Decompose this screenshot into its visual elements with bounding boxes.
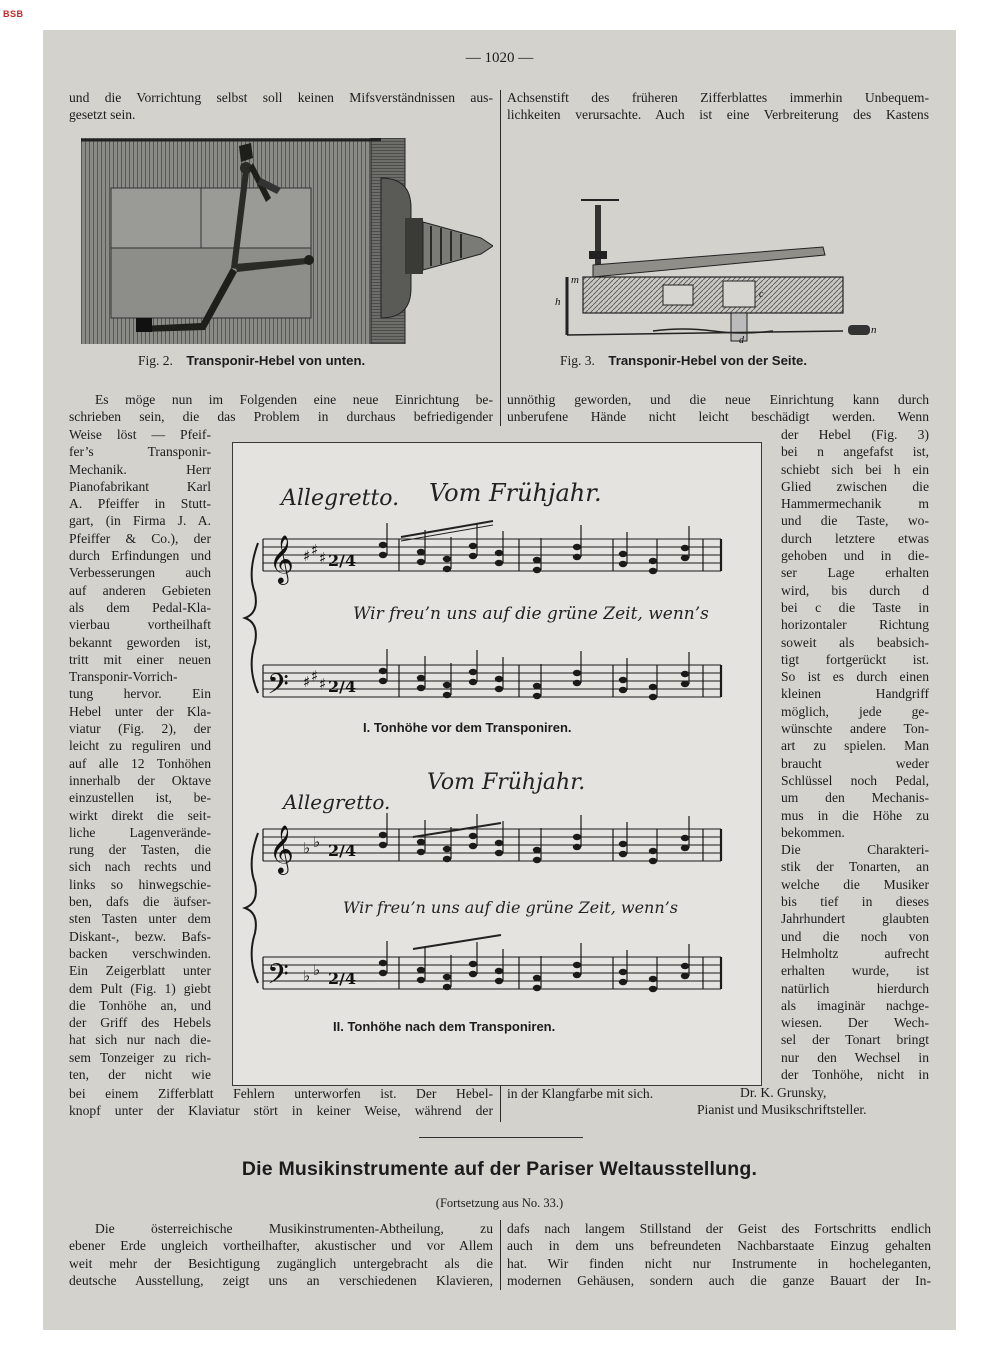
lyrics-line: Wir freu’n uns auf die grüne Zeit, wenn’s xyxy=(353,604,709,624)
text-line: auch in dem uns befreundeten Nachbarstaate Einzug gehalten xyxy=(507,1238,931,1254)
column-line: nur den Wechsel in xyxy=(781,1049,929,1065)
figure-3-letter-d: d xyxy=(739,335,744,345)
column-line: und die Taste, wo- xyxy=(781,513,929,529)
page-number: — 1020 — xyxy=(465,50,534,66)
column-line: hat sich nur nach die- xyxy=(69,1032,211,1048)
column-line: horizontaler Richtung xyxy=(781,617,929,633)
column-line: Mechanik. Herr xyxy=(69,461,211,477)
top-left-text xyxy=(69,89,493,124)
column-line: tung hervor. Ein xyxy=(69,686,211,702)
svg-text:𝄢: 𝄢 xyxy=(267,668,289,708)
column-rule-article xyxy=(500,1220,501,1290)
column-line: die Tonhöhe an, und xyxy=(69,997,211,1013)
text-line: Die österreichische Musikinstrumenten-Abtheilung, zu xyxy=(95,1221,493,1236)
column-line: tritt mit einer neuen xyxy=(69,651,211,667)
column-line: Glied zwischen die xyxy=(781,478,929,494)
column-line: braucht weder xyxy=(781,755,929,771)
svg-text:♭: ♭ xyxy=(303,967,311,985)
article-continuation: (Fortsetzung aus No. 33.) xyxy=(435,1196,564,1210)
top-right-text xyxy=(507,89,929,124)
column-line: soweit als beabsich- xyxy=(781,634,929,650)
column-line: viatur (Fig. 2), der xyxy=(69,721,211,737)
column-line: durch Erfindungen und xyxy=(69,548,211,564)
column-line: bekannt geworden ist, xyxy=(69,634,211,650)
article-right-column xyxy=(507,1220,931,1289)
bottom-left-text xyxy=(69,1085,493,1120)
column-line: Die Charakteri- xyxy=(781,842,929,858)
text-line: unberufene Hände nicht leicht beschädigt werden. Wenn xyxy=(507,409,929,425)
left-narrow-column xyxy=(69,426,211,1083)
text-line: dafs nach langem Stillstand der Geist des Fortschritts endlich xyxy=(507,1221,931,1236)
column-line: welche die Musiker xyxy=(781,876,929,892)
svg-text:2/4: 2/4 xyxy=(328,677,357,696)
bottom-right-text xyxy=(507,1085,937,1102)
column-line: So ist es durch einen xyxy=(781,669,929,685)
article-left-column xyxy=(69,1220,493,1289)
figure-3-letter-n: n xyxy=(871,324,877,336)
text-line: weit mehr der Besichtigung zugänglich untergebracht als die xyxy=(69,1255,493,1271)
figure-2-engraving xyxy=(81,138,493,344)
svg-text:2/4: 2/4 xyxy=(328,841,357,860)
column-line: innerhalb der Oktave xyxy=(69,772,211,788)
column-line: bis tief in dieses xyxy=(781,894,929,910)
column-line: sel der Tonart bringt xyxy=(781,1032,929,1048)
music-caption-1: I. Tonhöhe vor dem Transponiren. xyxy=(363,720,572,735)
text-line: Es möge nun im Folgenden eine neue Einrichtung be- xyxy=(95,392,493,407)
column-line: vierbau vortheilhaft xyxy=(69,617,211,633)
author-role: Pianist und Musikschriftsteller. xyxy=(697,1102,867,1117)
text-line: ebener Erde ungleich vortheilhafter, akustischer und vor Allem xyxy=(69,1238,493,1254)
column-line: fer’s Transponir- xyxy=(69,444,211,460)
text-line: lichkeiten verursachte. Auch ist eine Verbreiterung des Kastens xyxy=(507,107,929,123)
column-line: der Tonhöhe, nicht in xyxy=(781,1066,929,1082)
text-line: gesetzt sein. xyxy=(69,107,136,123)
column-line: Hammermechanik m xyxy=(781,496,929,512)
column-line: möglich, jede ge- xyxy=(781,703,929,719)
figure-3-engraving xyxy=(553,185,883,345)
column-line: mus in die Höhe zu xyxy=(781,807,929,823)
text-line: bei einem Zifferblatt Fehlern unterworfen ist. Der Hebel- xyxy=(69,1086,493,1101)
svg-text:♯: ♯ xyxy=(311,541,319,559)
column-line: Jahrhundert glaubten xyxy=(781,911,929,927)
column-rule-top xyxy=(500,90,501,426)
svg-text:♭: ♭ xyxy=(313,833,321,851)
svg-text:♯: ♯ xyxy=(311,667,319,685)
figure-3-letter-c: c xyxy=(759,289,764,300)
column-rule-bottom xyxy=(500,1086,501,1122)
text-line: hat. Wir finden nicht nur Instrumente in hocheleganten, xyxy=(507,1255,931,1271)
figure-3-letter-h: h xyxy=(555,296,561,308)
column-line: art zu spielen. Man xyxy=(781,738,929,754)
column-line: bei c die Taste in xyxy=(781,599,929,615)
column-rule-mid xyxy=(500,390,501,426)
mid-right-text xyxy=(507,391,929,426)
column-line: gehoben und in die- xyxy=(781,548,929,564)
figure-2-caption xyxy=(138,353,365,369)
column-line: auf anderen Gebieten xyxy=(69,582,211,598)
column-line: dem Pult (Fig. 1) giebt xyxy=(69,980,211,996)
svg-text:𝄞: 𝄞 xyxy=(269,824,294,873)
column-line: sten Tasten unter dem xyxy=(69,911,211,927)
column-line: ben, dafs die äufser- xyxy=(69,894,211,910)
article-title: Die Musikinstrumente auf der Pariser Weltausstellung. xyxy=(241,1158,758,1180)
column-line: stik der Tonarten, an xyxy=(781,859,929,875)
column-line: auf alle 12 Tonhöhen xyxy=(69,755,211,771)
column-line: erhalten wurde, ist xyxy=(781,963,929,979)
song-title-2: Vom Frühjahr. xyxy=(427,770,586,795)
svg-text:♭: ♭ xyxy=(303,839,311,857)
text-line: knopf unter der Klaviatur stört in keiner Weise, während der xyxy=(69,1103,493,1119)
column-line: als dem Pedal-Kla- xyxy=(69,599,211,615)
column-line: Helmholtz aufrecht xyxy=(781,945,929,961)
bottom-right-line: in der Klangfarbe mit sich. xyxy=(507,1086,654,1101)
tempo-marking: Allegretto. xyxy=(281,486,400,511)
text-line: modernen Gehäusen, sondern auch die ganze Bauart der In- xyxy=(507,1272,931,1288)
text-line: Achsenstift des früheren Zifferblattes immerhin Unbequem- xyxy=(507,90,929,105)
svg-text:♯: ♯ xyxy=(303,673,311,691)
song-title: Vom Frühjahr. xyxy=(429,479,602,507)
column-line: der Griff des Hebels xyxy=(69,1015,211,1031)
library-mark: BSB xyxy=(3,9,24,19)
column-line: wiesen. Der Wech- xyxy=(781,1015,929,1031)
text-line: unnöthig geworden, und die neue Einrichtung kann durch xyxy=(507,392,929,407)
svg-text:2/4: 2/4 xyxy=(328,969,357,988)
figure-3-label: Fig. 3. xyxy=(560,353,595,368)
column-line: wirkt direkt die seit- xyxy=(69,807,211,823)
text-line: schrieben sein, die das Problem in durchaus befriedigender xyxy=(69,409,493,425)
svg-text:𝄞: 𝄞 xyxy=(269,534,294,583)
section-separator xyxy=(419,1137,583,1138)
text-line: und die Vorrichtung selbst soll keinen Mifsverständnissen aus- xyxy=(69,90,493,105)
svg-text:2/4: 2/4 xyxy=(328,551,357,570)
column-line: Verbesserungen auch xyxy=(69,565,211,581)
tempo-marking-2: Allegretto. xyxy=(283,790,391,814)
text-line: deutsche Ausstellung, zeigt uns an verschiedenen Klavieren, xyxy=(69,1272,493,1288)
column-line: wünschte andere Ton- xyxy=(781,721,929,737)
author-name: Dr. K. Grunsky, xyxy=(740,1085,827,1100)
music-notation xyxy=(233,443,761,1085)
newspaper-page xyxy=(43,30,956,1330)
svg-text:𝄢: 𝄢 xyxy=(267,958,289,998)
column-line: gart, (in Firma J. A. xyxy=(69,513,211,529)
column-line: durch letztere etwas xyxy=(781,530,929,546)
column-line: Hebel unter der Kla- xyxy=(69,703,211,719)
lyrics-line-2: Wir freu’n uns auf die grüne Zeit, wenn’s xyxy=(343,898,678,917)
music-example-box xyxy=(232,442,762,1086)
column-line: ten, der nicht wie xyxy=(69,1066,211,1082)
column-line: leicht zu reguliren und xyxy=(69,738,211,754)
svg-text:♯: ♯ xyxy=(319,549,327,567)
figure-3-letter-m: m xyxy=(571,274,579,286)
figure-2-label: Fig. 2. xyxy=(138,353,173,368)
column-line: tigt fortgerückt ist. xyxy=(781,651,929,667)
svg-text:♯: ♯ xyxy=(303,547,311,565)
column-line: bei n angefafst ist, xyxy=(781,444,929,460)
column-line: um den Mechanis- xyxy=(781,790,929,806)
music-caption-2: II. Tonhöhe nach dem Transponiren. xyxy=(333,1019,556,1034)
svg-text:♯: ♯ xyxy=(319,675,327,693)
figure-3-caption xyxy=(560,353,807,369)
figure-2-title: Transponir-Hebel von unten. xyxy=(186,353,366,368)
column-line: und die noch von xyxy=(781,928,929,944)
column-line: ser Lage erhalten xyxy=(781,565,929,581)
column-line: Transponir-Vorrich- xyxy=(69,669,178,685)
column-line: als imaginär nachge- xyxy=(781,997,929,1013)
figure-3-title: Transponir-Hebel von der Seite. xyxy=(608,353,807,368)
column-line: kleinen Handgriff xyxy=(781,686,929,702)
column-line: schiebt sich bei h ein xyxy=(781,461,929,477)
column-line: wird, bis durch d xyxy=(781,582,929,598)
column-line: backen verschwinden. xyxy=(69,945,211,961)
text-line xyxy=(507,1085,937,1102)
column-line: bekommen. xyxy=(781,824,845,840)
column-line: Schlüssel noch Pedal, xyxy=(781,772,929,788)
mid-left-text xyxy=(69,391,493,426)
column-line: sem Tonzeiger zu rich- xyxy=(69,1049,211,1065)
column-line: liche Lagenverände- xyxy=(69,824,211,840)
column-line: A. Pfeiffer in Stutt- xyxy=(69,496,211,512)
column-line: Diskant-, bezw. Bafs- xyxy=(69,928,211,944)
column-line: rung der Tasten, die xyxy=(69,842,211,858)
column-line: natürlich hierdurch xyxy=(781,980,929,996)
column-line: links so hinwegschie- xyxy=(69,876,211,892)
column-line: Ein Zeigerblatt unter xyxy=(69,963,211,979)
column-line: Pianofabrikant Karl xyxy=(69,478,211,494)
column-line: sich nach rechts und xyxy=(69,859,211,875)
column-line: der Hebel (Fig. 3) xyxy=(781,427,929,442)
svg-text:♭: ♭ xyxy=(313,961,321,979)
column-line: Weise löst — Pfeif- xyxy=(69,427,211,442)
right-narrow-column xyxy=(781,426,929,1083)
column-line: Pfeiffer & Co.), der xyxy=(69,530,211,546)
column-line: einzustellen ist, be- xyxy=(69,790,211,806)
